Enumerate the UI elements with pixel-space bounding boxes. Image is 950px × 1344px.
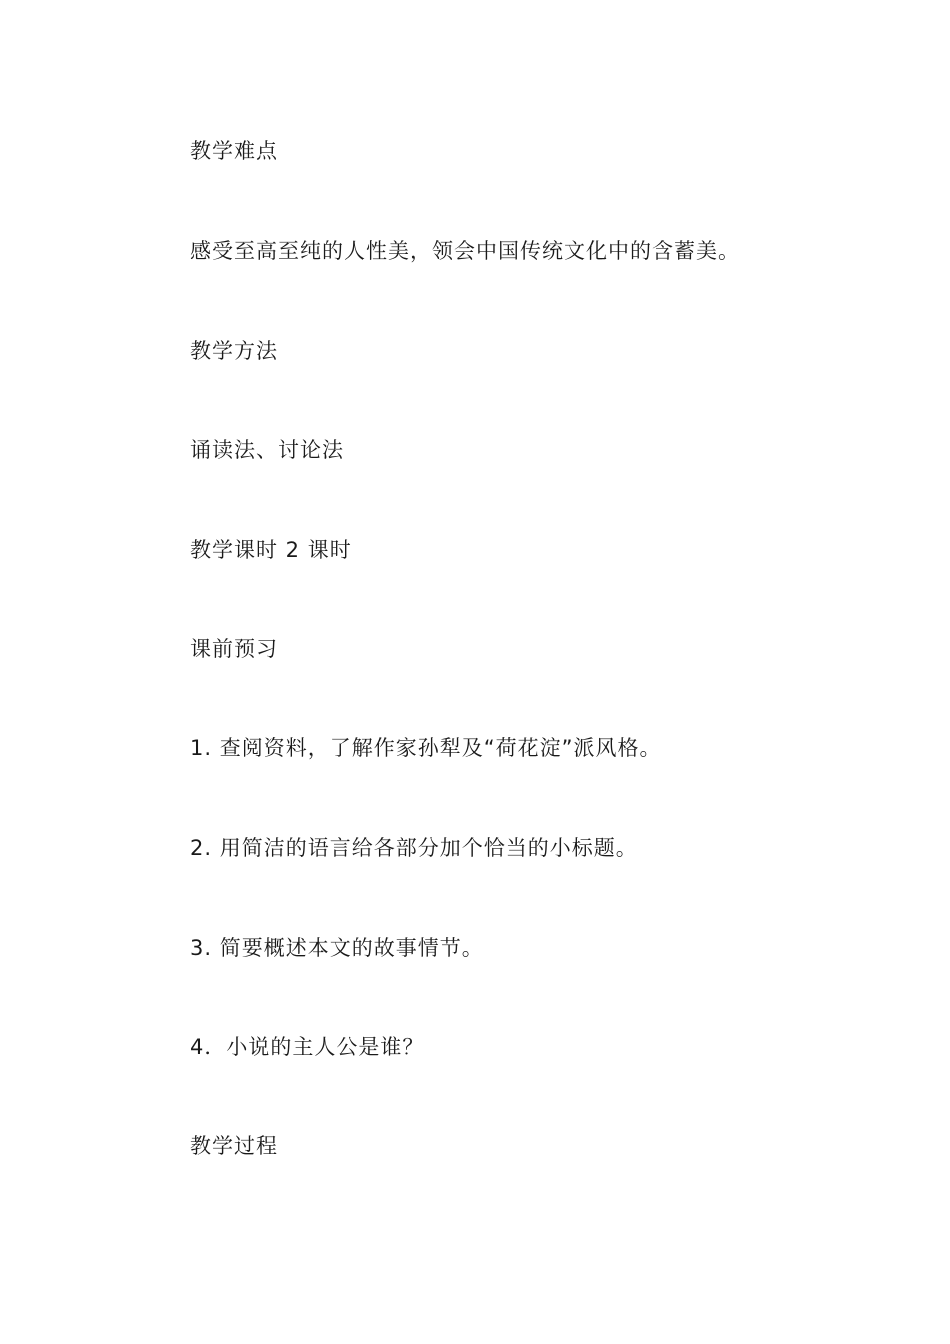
paragraph-class-hours: 教学课时 2 课时 (190, 538, 352, 562)
heading-teaching-process: 教学过程 (190, 1134, 278, 1158)
list-item-1: 1. 查阅资料，了解作家孙犁及“荷花淀”派风格。 (190, 736, 662, 760)
paragraph-difficulty-content: 感受至高至纯的人性美，领会中国传统文化中的含蓄美。 (190, 239, 740, 263)
list-item-3: 3. 简要概述本文的故事情节。 (190, 936, 484, 960)
heading-teaching-difficulty: 教学难点 (190, 139, 278, 163)
list-item-2: 2. 用简洁的语言给各部分加个恰当的小标题。 (190, 836, 638, 860)
list-item-4: 4．小说的主人公是谁？ (190, 1035, 425, 1059)
heading-teaching-method: 教学方法 (190, 339, 278, 363)
heading-preview: 课前预习 (190, 637, 278, 661)
paragraph-method-content: 诵读法、讨论法 (190, 438, 344, 462)
